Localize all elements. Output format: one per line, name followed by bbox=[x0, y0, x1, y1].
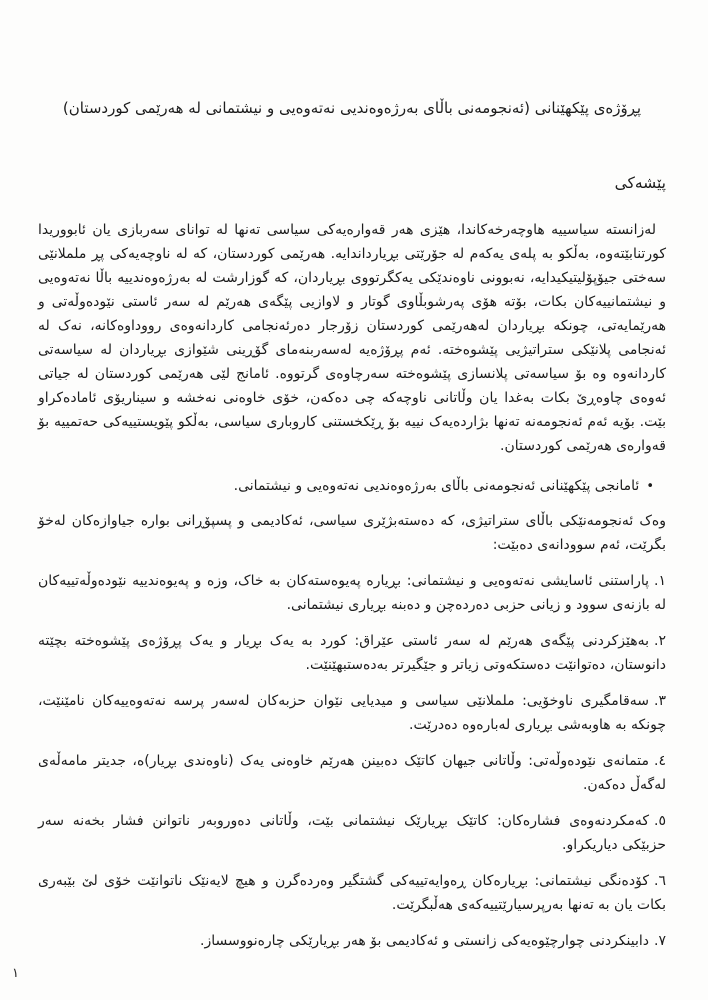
item-number: ٤. bbox=[654, 753, 666, 769]
benefit-item-4 bbox=[38, 749, 666, 797]
item-text: دابینکردنی چوارچێوەیەکی زانستی و ئەکادیمی بۆ هەر بڕیارێکی چارەنووسساز. bbox=[200, 933, 650, 949]
benefit-item-1 bbox=[38, 569, 666, 617]
item-text: کەمکردنەوەی فشارەکان: کاتێک بڕیارێک نیشتمانی بێت، وڵاتانی دەوروبەر ناتوانن فشار بخەنە سەر حزبێکی دیاریکراو. bbox=[38, 813, 666, 853]
benefits-intro: وەک ئەنجومەنێکی باڵای ستراتیژی، کە دەستەبژێری سیاسی، ئەکادیمی و پسپۆڕانی بوارە جیاوازەکان لەخۆ بگرێت، ئەم سوودانەی دەبێت: bbox=[38, 513, 666, 553]
item-number: ٦. bbox=[654, 873, 666, 889]
benefit-item-5 bbox=[38, 809, 666, 857]
item-text: سەقامگیری ناوخۆیی: ململانێی سیاسی و میدیایی نێوان حزبەکان لەسەر پرسە نەتەوەییەکان نامێنێت، چونکە بە هاوبەشی بڕیاری لەبارەوە دەدرێت. bbox=[38, 693, 666, 733]
item-text: کۆدەنگی نیشتمانی: بڕیارەکان ڕەوایەتییەکی گشتگیر وەردەگرن و هیچ لایەنێک ناتوانێت خۆی لێ بێبەری بکات یان بە تەنها بەرپرسیارێتییەکەی هەڵبگرێت. bbox=[38, 873, 666, 913]
item-number: ٧. bbox=[654, 933, 666, 949]
benefit-item-7 bbox=[38, 929, 666, 953]
document-title: پڕۆژەی پێکهێنانی (ئەنجومەنی باڵای بەرژەوەندیی نەتەوەیی و نیشتمانی لە هەرێمی کوردستان) bbox=[62, 99, 642, 117]
preface-heading: پێشەکی bbox=[614, 174, 666, 192]
preface-paragraph: لەزانستە سیاسییە هاوچەرخەکاندا، هێزی هەر قەوارەیەکی سیاسی تەنها لە توانای سەربازی یان ئابووریدا کورتنابێتەوە، بەڵکو بە پلەی یەکەم لە جۆرێتی بڕیارداندایە. هەرێمی کوردستان، کە لە ناوچەیەکی پڕ ململانێی سەختی جیۆپۆلیتیکیدایە، نەبوونی ناوەندێکی یەکگرتووی بڕیاردان، کە گوزارشت لە بەرژەوەندییە باڵا نەتەوەیی و نیشتمانییەکان بکات، بۆتە هۆی پەرشوبڵاوی گوتار و لاوازیی پێگەی هەرێم لە سەر ئاستی نێودەوڵەتی و هەرێمایەتی، چونکە بڕیاردان لەهەرێمی کوردستان زۆرجار دەرئەنجامی کاردانەوەی رووداوەکانە، نەک لە ئەنجامی پلانێکی ستراتیژیی پێشوەختە. ئەم پڕۆژەیە لەسەربنەمای گۆڕینی شێوازی بڕیاردان لە سیاسەتی کاردانەوە وە بۆ سیاسەتی پلانسازی پێشوەختە سەرچاوەی گرتووە. ئامانج لێی هەرێمی کوردستان لە جیاتی ئەوەی چاوەڕێ بکات بەغدا یان وڵاتانی ناوچەکە چی دەکەن، خۆی خاوەنی نەخشە و سیناریۆی ئامادەکراو بێت. بۆیە ئەم ئەنجومەنە تەنها بژاردەیەک نییە بۆ ڕێکخستنی کاروباری سیاسی، بەڵکو پێویستییەکی حەتمییە بۆ قەوارەی هەرێمی کوردستان. bbox=[38, 222, 666, 454]
objective-text: ئامانجی پێکهێنانی ئەنجومەنی باڵای بەرژەوەندیی نەتەوەیی و نیشتمانی. bbox=[233, 478, 640, 494]
benefit-item-2 bbox=[38, 629, 666, 677]
item-number: ١. bbox=[654, 573, 666, 589]
item-text: بەهێزکردنی پێگەی هەرێم لە سەر ئاستی عێراق: کورد بە یەک بڕیار و یەک پڕۆژەی پێشوەختە بچێتە دانوستان، دەتوانێت دەستکەوتی زیاتر و جێگیرتر بەدەستبهێنێت. bbox=[38, 633, 666, 673]
item-number: ٥. bbox=[654, 813, 666, 829]
item-number: ٣. bbox=[654, 693, 666, 709]
item-text: پاراستنی ئاسایشی نەتەوەیی و نیشتمانی: بڕیارە پەیوەستەکان بە خاک، وزە و پەیوەندییە نێودەوڵەتییەکان لە بازنەی سوود و زیانی حزبی دەردەچن و دەبنە بڕیاری نیشتمانی. bbox=[38, 573, 666, 613]
item-text: متمانەی نێودەوڵەتی: وڵاتانی جیهان کاتێک دەبینن هەرێم خاوەنی یەک (ناوەندی بڕیار)ە، جدیتر مامەڵەی لەگەڵ دەکەن. bbox=[38, 753, 666, 793]
bullet-icon: • bbox=[646, 479, 654, 494]
page-number: ١ bbox=[12, 966, 19, 981]
objective-line bbox=[38, 474, 666, 499]
benefit-item-6 bbox=[38, 869, 666, 917]
benefit-item-3 bbox=[38, 689, 666, 737]
item-number: ٢. bbox=[654, 633, 666, 649]
